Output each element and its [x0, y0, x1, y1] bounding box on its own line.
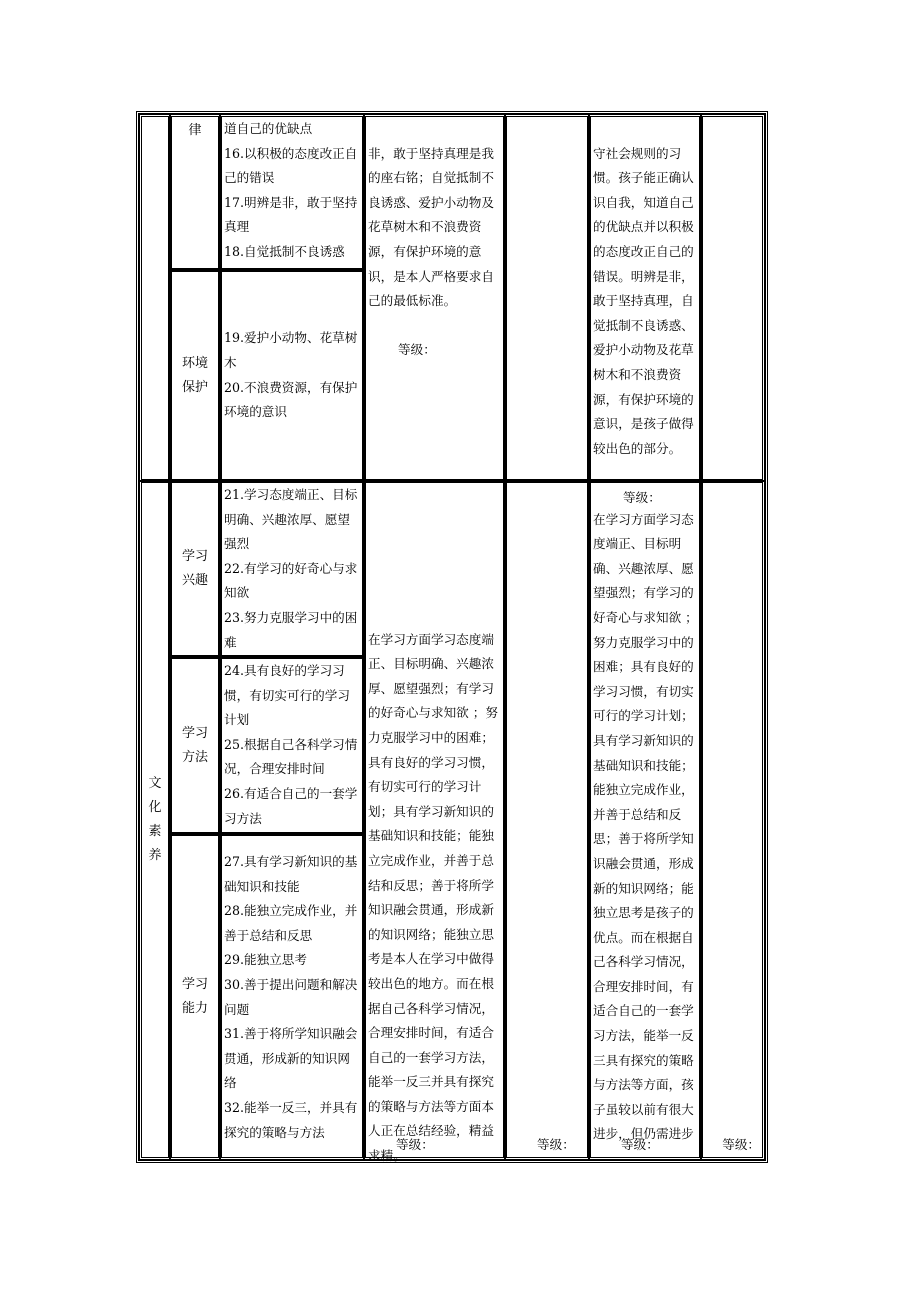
- criteria-ability: 27.具有学习新知识的基础知识和技能 28.能独立完成作业，并善于总结和反思 29.能独立思考 30.善于提出问题和解决问题 31.善于将所学知识融会贯通，形成新的知识网络 32.能举一反三，并具有探究的策略与方法: [219, 833, 365, 1160]
- self-grade-label: 等级：: [396, 1137, 434, 1152]
- subcategory-interest: [169, 480, 221, 658]
- category-label: 文化素养: [148, 776, 162, 863]
- parent-evaluation-text: 守社会规则的习惯。孩子能正确认识自我，知道自己的优缺点并以积极的态度改正自己的错误。明辨是非，敢于坚持真理，自觉抵制不良诱惑、爱护小动物及花草树木和不浪费资源，有保护环境的意识，是孩子做得较出色的部分。: [593, 145, 694, 456]
- criteria-discipline: 道自己的优缺点 16.以积极的态度改正自己的错误 17.明辨是非，敢于坚持真理 18.自觉抵制不良诱惑: [219, 114, 365, 271]
- parent-grade-label: 等级：: [623, 489, 661, 505]
- evaluation-table: [136, 111, 768, 1163]
- subcategory-discipline: [169, 114, 221, 271]
- subcategory-label: 学习能力: [181, 976, 208, 1016]
- self-evaluation-text: 非，敢于坚持真理是我的座右铭；自觉抵制不良诱惑、爱护小动物及花草树木和不浪费资源，有保护环境的意识，是本人严格要求自己的最低标准。: [368, 145, 494, 309]
- subcategory-label: 环境保护: [181, 355, 208, 395]
- subcategory-ability: [169, 833, 221, 1160]
- subcategory-label: 学习兴趣: [181, 549, 208, 588]
- teacher-evaluation-bottom: [700, 480, 765, 1160]
- subcategory-method: [169, 656, 221, 835]
- parent-evaluation-text: 在学习方面学习态度端正、目标明确、兴趣浓厚、愿望强烈；有学习的好奇心与求知欲 ；努力克服学习中的困难；具有良好的学习习惯，有切实可行的学习计划；具有学习新知识的基础知识和技能；能独立完成作业，并善于总结和反思；善于将所学知识融会贯通，形成新的知识网络；能独立思考是孩子的优点。而在根据自己各科学习情况，合理安排时间，有适合自己的一套学习方法，能举一反三具有探究的策略与方法等方面，孩子虽较以前有很大进步，但仍需进步: [593, 511, 698, 1142]
- self-grade-label: 等级：: [398, 342, 436, 358]
- criteria-interest: 21.学习态度端正、目标明确、兴趣浓厚、愿望强烈 22.有学习的好奇心与求知欲 23.努力克服学习中的困难: [219, 480, 365, 658]
- category-culture: [139, 480, 171, 1160]
- self-evaluation-bottom: [363, 480, 506, 1164]
- peer-grade-label: 等级：: [537, 1137, 575, 1152]
- criteria-environment: [219, 269, 365, 482]
- criteria-method: 24.具有良好的学习习惯，有切实可行的学习计划 25.根据自己各科学习情况，合理安排时间 26.有适合自己的一套学习方法: [219, 656, 365, 835]
- teacher-grade-label: 等级：: [722, 1137, 760, 1152]
- subcategory-label: 律: [188, 123, 202, 138]
- category-cell-top: [139, 114, 171, 482]
- peer-evaluation-top: [504, 114, 590, 482]
- parent-grade-label: 等级：: [621, 1137, 659, 1152]
- subcategory-environment: [169, 269, 221, 482]
- parent-evaluation-top: [588, 114, 702, 505]
- criteria-text: 19.爱护小动物、花草树木 20.不浪费资源，有保护环境的意识: [224, 330, 358, 420]
- self-evaluation-top: [363, 114, 506, 482]
- parent-evaluation-bottom: [588, 480, 702, 1160]
- self-evaluation-text: 在学习方面学习态度端正、目标明确、兴趣浓厚、愿望强烈；有学习的好奇心与求知欲 ；努力克服学习中的困难；具有良好的学习习惯，有切实可行的学习计划；具有学习新知识的基础知识和技能；能独立完成作业，并善于总结和反思；善于将所学知识融会贯通，形成新的知识网络；能独立思考是本人在学习中做得较出色的地方。而在根据自己各科学习情况，合理安排时间，有适合自己的一套学习方法，能举一反三并具有探究的策略与方法等方面本人正在总结经验，精益求精。: [368, 631, 498, 1164]
- peer-evaluation-bottom: [504, 480, 590, 1160]
- subcategory-label: 学习方法: [181, 725, 208, 765]
- teacher-evaluation-top: [700, 114, 765, 482]
